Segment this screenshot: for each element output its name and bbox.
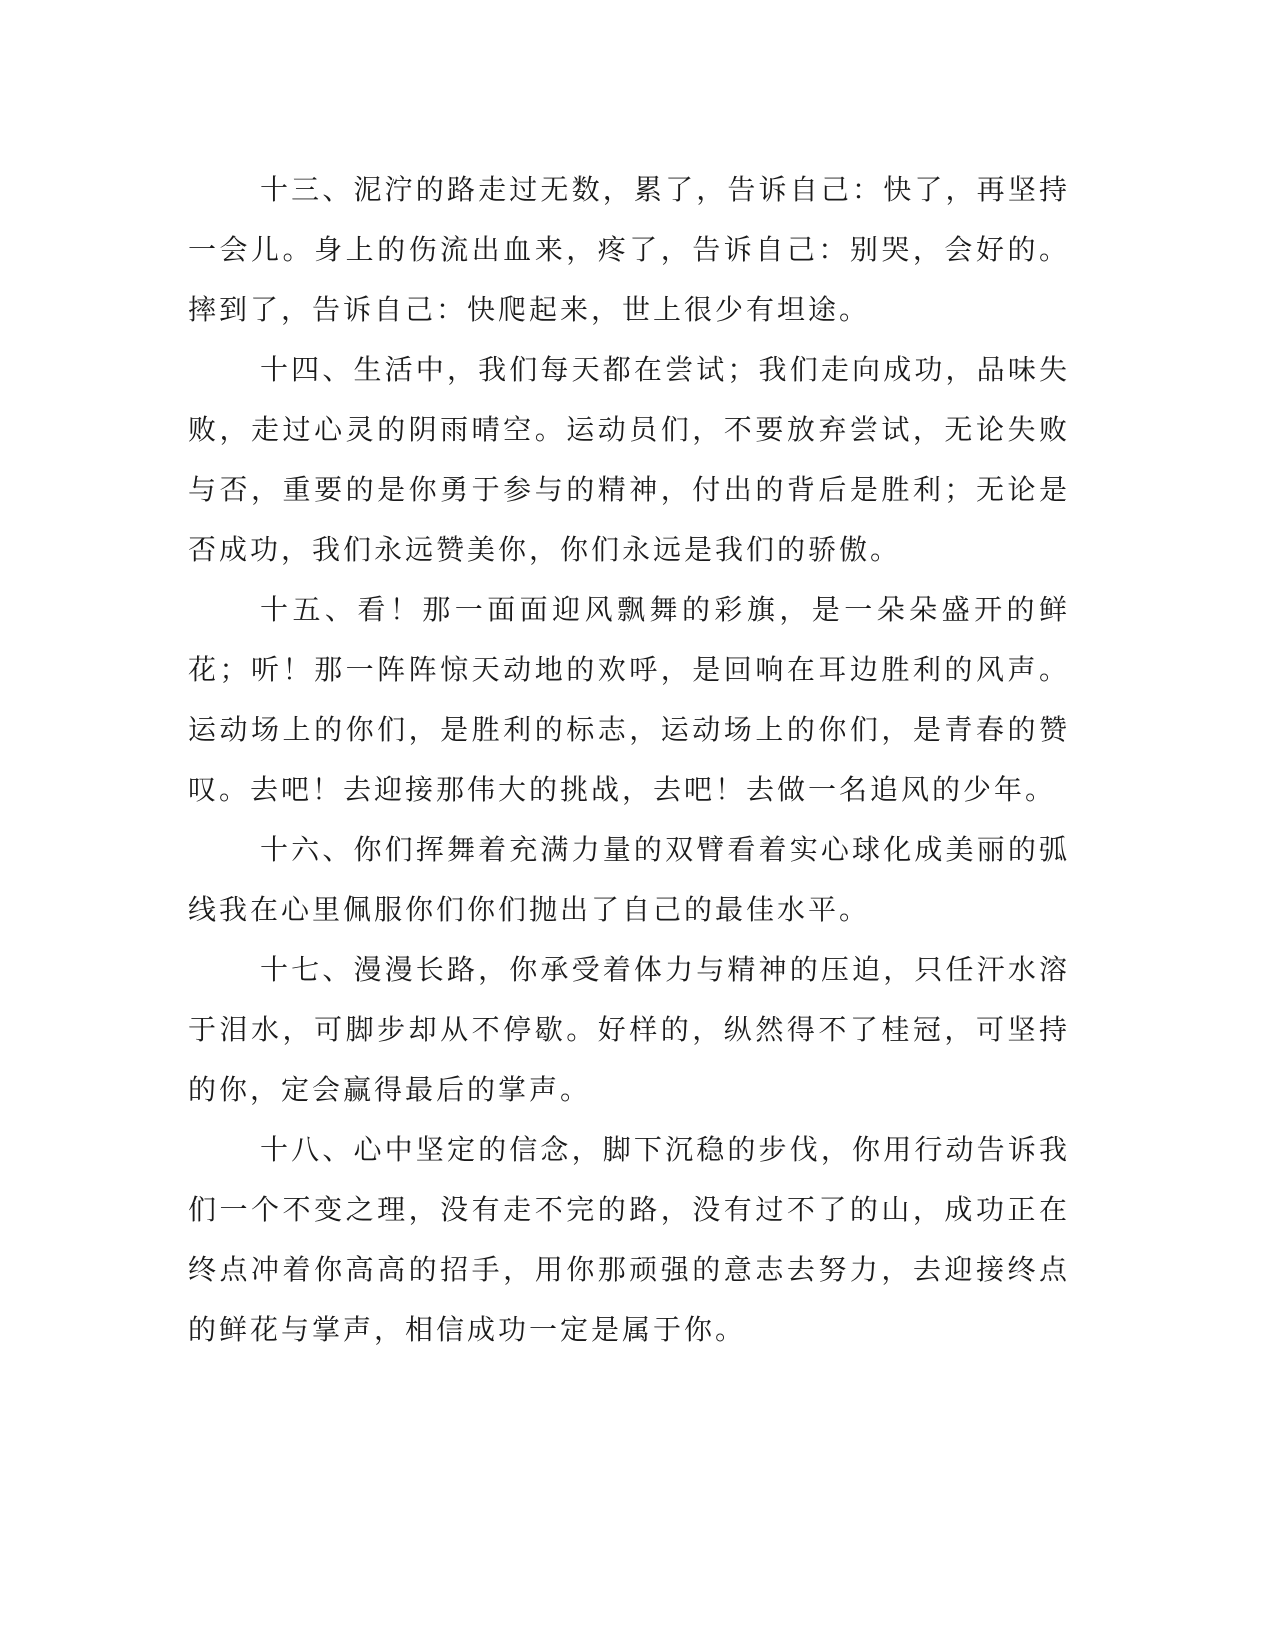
paragraph-16: 十六、你们挥舞着充满力量的双臂看着实心球化成美丽的弧线我在心里佩服你们你们抛出了自己的最佳水平。	[188, 833, 1070, 926]
paragraph-18: 十八、心中坚定的信念，脚下沉稳的步伐，你用行动告诉我们一个不变之理，没有走不完的路，没有过不了的山，成功正在终点冲着你高高的招手，用你那顽强的意志去努力，去迎接终点的鲜花与掌声，相信成功一定是属于你。	[188, 1133, 1070, 1346]
paragraph-13: 十三、泥泞的路走过无数，累了，告诉自己：快了，再坚持一会儿。身上的伤流出血来，疼了，告诉自己：别哭，会好的。摔到了，告诉自己：快爬起来，世上很少有坦途。	[188, 173, 1070, 326]
paragraph-15: 十五、看！那一面面迎风飘舞的彩旗，是一朵朵盛开的鲜花；听！那一阵阵惊天动地的欢呼，是回响在耳边胜利的风声。运动场上的你们，是胜利的标志，运动场上的你们，是青春的赞叹。去吧！去迎接那伟大的挑战，去吧！去做一名追风的少年。	[188, 593, 1070, 806]
paragraph-14: 十四、生活中，我们每天都在尝试；我们走向成功，品味失败，走过心灵的阴雨晴空。运动员们，不要放弃尝试，无论失败与否，重要的是你勇于参与的精神，付出的背后是胜利；无论是否成功，我们永远赞美你，你们永远是我们的骄傲。	[188, 353, 1070, 566]
document-body	[188, 160, 1070, 1360]
paragraph-17: 十七、漫漫长路，你承受着体力与精神的压迫，只任汗水溶于泪水，可脚步却从不停歇。好样的，纵然得不了桂冠，可坚持的你，定会赢得最后的掌声。	[188, 953, 1070, 1106]
